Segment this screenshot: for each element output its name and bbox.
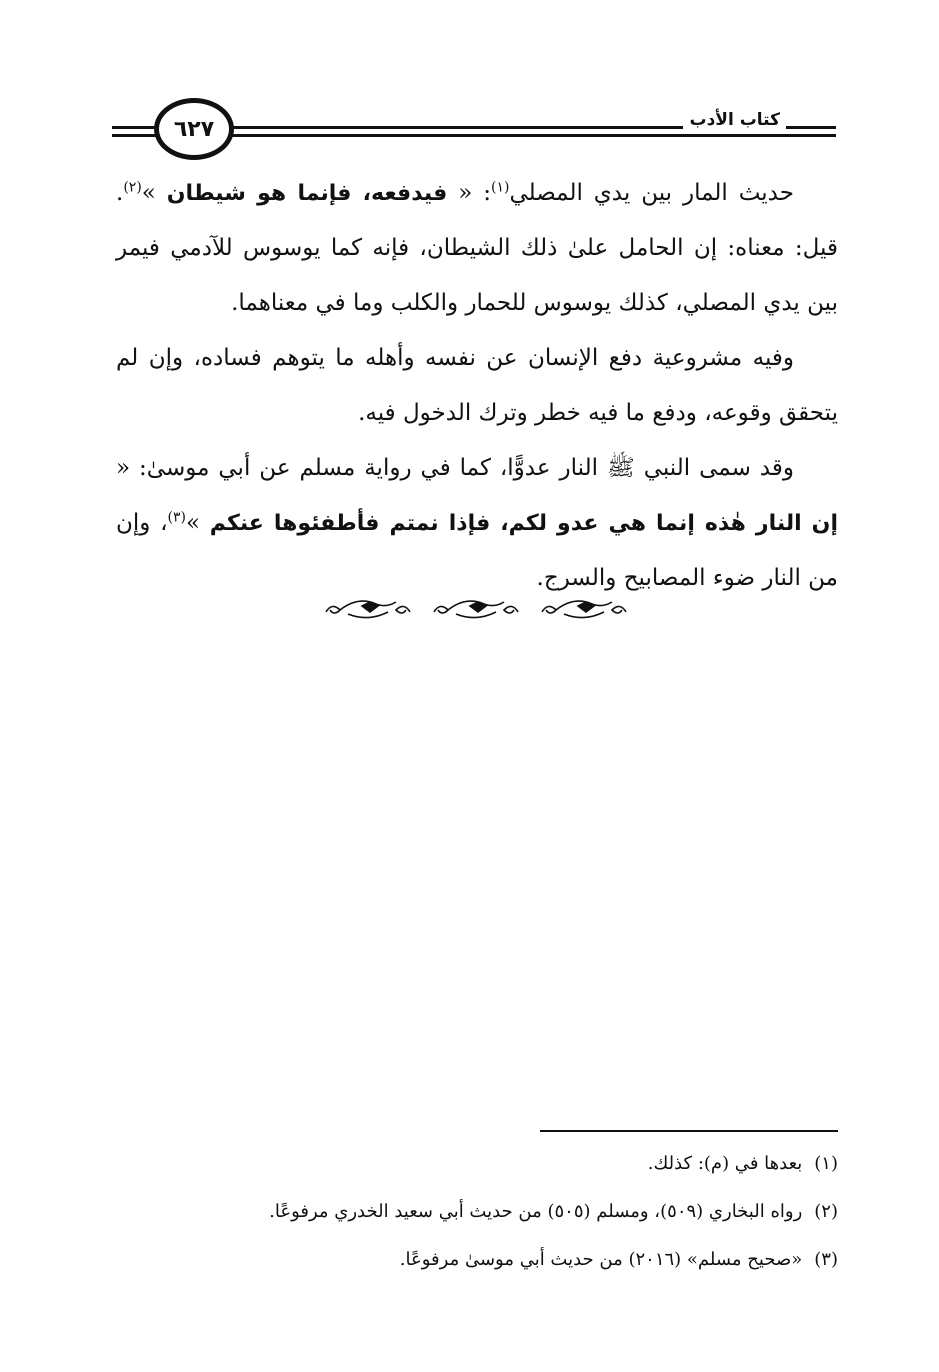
- footnote-ref-2: (٢): [123, 179, 142, 196]
- footnote-2: [116, 1188, 838, 1236]
- header-rule-left: [112, 126, 160, 129]
- text-run: حديث المار بين يدي المصلي: [509, 180, 794, 206]
- footnotes: [116, 1140, 838, 1284]
- text-run: ، وإن من النار ضوء المصابيح والسرج.: [116, 510, 838, 591]
- footnote-1: [116, 1140, 838, 1188]
- footnote-number: (٢): [814, 1201, 838, 1222]
- paragraph-1: [116, 166, 838, 331]
- ornament-motif: [542, 601, 626, 617]
- text-run: »: [186, 510, 210, 536]
- hadith-quote: فيدفعه، فإنما هو شيطان: [166, 181, 448, 206]
- text-run: وقد سمى النبي ﷺ النار عدوًّا، كما في رواية مسلم عن أبي موسىٰ: «: [116, 455, 794, 481]
- footnote-separator: [540, 1130, 838, 1132]
- footnote-text: «صحيح مسلم» (٢٠١٦) من حديث أبي موسىٰ مرفوعًا.: [399, 1249, 803, 1270]
- section-ornament: [318, 594, 638, 624]
- text-run: : «: [447, 180, 491, 206]
- text-run: »: [141, 180, 167, 206]
- page-number: ٦٢٧: [154, 98, 234, 160]
- footnote-number: (١): [814, 1153, 838, 1174]
- paragraph-3: [116, 441, 838, 606]
- footnote-number: (٣): [814, 1249, 838, 1270]
- footnote-text: رواه البخاري (٥٠٩)، ومسلم (٥٠٥) من حديث أبي سعيد الخدري مرفوعًا.: [269, 1201, 803, 1222]
- ornament-motif: [326, 601, 410, 617]
- paragraph-2: وفيه مشروعية دفع الإنسان عن نفسه وأهله ما يتوهم فساده، وإن لم يتحقق وقوعه، ودفع ما فيه خطر وترك الدخول فيه.: [116, 345, 838, 426]
- hadith-quote: إن النار هٰذه إنما هي عدو لكم، فإذا نمتم فأطفئوها عنكم: [209, 511, 838, 536]
- ornament-motif: [434, 601, 518, 617]
- footnote-3: [116, 1236, 838, 1284]
- footnote-ref-1: (١): [490, 179, 510, 196]
- footnote-text: بعدها في (م): كذلك.: [647, 1153, 803, 1174]
- running-header: [112, 96, 836, 162]
- running-title: كتاب الأدب: [683, 110, 786, 130]
- footnote-ref-3: (٣): [167, 509, 186, 526]
- main-text: [116, 166, 838, 606]
- text-run: . قيل: معناه: إن الحامل علىٰ ذلك الشيطان، فإنه كما يوسوس للآدمي فيمر بين يدي المصلي، كذلك يوسوس للحمار والكلب وما في معناهما.: [116, 180, 838, 316]
